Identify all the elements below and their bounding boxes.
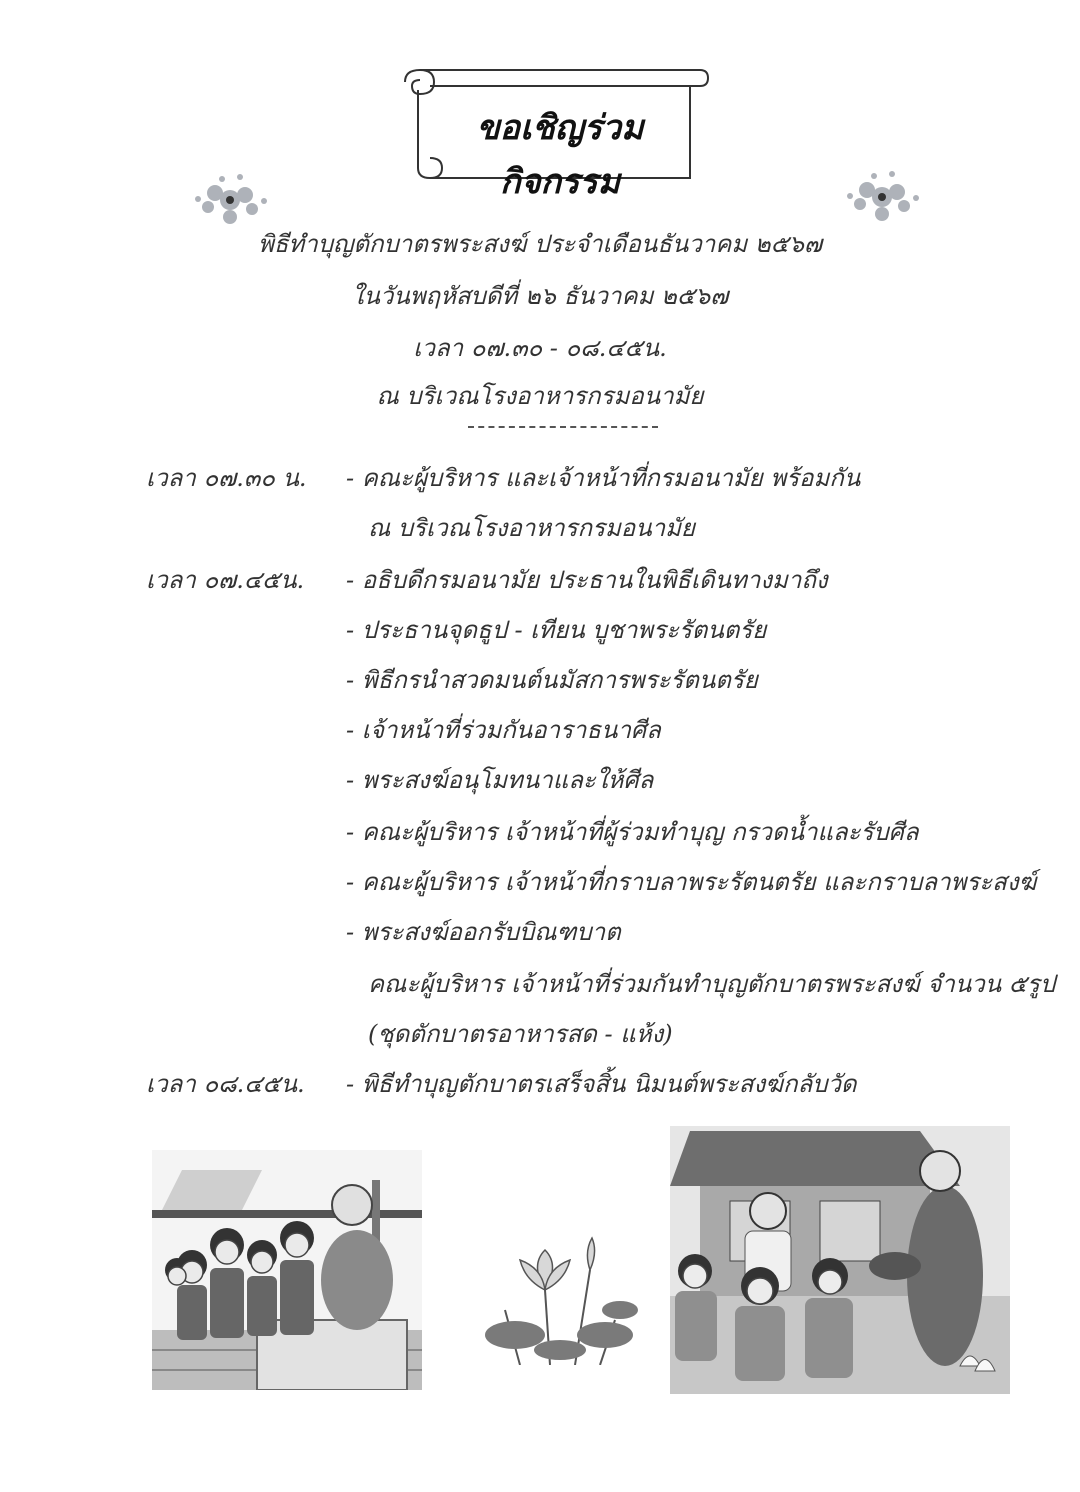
flower-cluster-right-icon [832,162,932,232]
schedule-time: เวลา ๐๗.๔๕น. [146,566,305,594]
schedule-row [0,508,1080,548]
schedule-time: เวลา ๐๗.๓๐ น. [146,464,307,492]
schedule-item: - เจ้าหน้าที่ร่วมกันอาราธนาศีล [346,716,661,744]
schedule-row [0,964,1080,1004]
page-title: ขอเชิญร่วมกิจกรรม [476,108,644,202]
ceremony-title: พิธีทำบุญตักบาตรพระสงฆ์ ประจำเดือนธันวาคม ๒๕๖๗ [257,230,823,258]
title-scroll [400,60,710,202]
children-with-monk-illustration [152,1150,422,1390]
schedule-item: - ประธานจุดธูป - เทียน บูชาพระรัตนตรัย [346,616,767,644]
schedule-row [0,760,1080,800]
schedule-item: ณ บริเวณโรงอาหารกรมอนามัย [368,514,695,542]
offering-to-monk-illustration [670,1126,1010,1394]
schedule-item: - คณะผู้บริหาร เจ้าหน้าที่ผู้ร่วมทำบุญ กรวดน้ำและรับศีล [346,818,919,846]
schedule-row [0,862,1080,902]
schedule-item: - คณะผู้บริหาร และเจ้าหน้าที่กรมอนามัย พร้อมกัน [346,464,861,492]
schedule-row [0,812,1080,852]
schedule-item: - พระสงฆ์อนุโมทนาและให้ศีล [346,766,654,794]
schedule-item: (ชุดตักบาตรอาหารสด - แห้ง) [368,1020,673,1048]
schedule-row [0,1064,1080,1104]
lotus-illustration [480,1230,640,1365]
ceremony-location: ณ บริเวณโรงอาหารกรมอนามัย [376,382,704,410]
schedule-item: - คณะผู้บริหาร เจ้าหน้าที่กราบลาพระรัตนตรัย และกราบลาพระสงฆ์ [346,868,1037,896]
schedule-item: - อธิบดีกรมอนามัย ประธานในพิธีเดินทางมาถึง [346,566,828,594]
schedule-row [0,912,1080,952]
schedule-row [0,660,1080,700]
schedule-row [0,1014,1080,1054]
schedule-time: เวลา ๐๘.๔๕น. [146,1070,305,1098]
ceremony-time: เวลา ๐๗.๓๐ - ๐๘.๔๕น. [413,334,667,362]
schedule-row [0,458,1080,498]
schedule-row [0,710,1080,750]
schedule-row [0,560,1080,600]
schedule-item: - พิธีกรนำสวดมนต์นมัสการพระรัตนตรัย [346,666,758,694]
schedule-item: คณะผู้บริหาร เจ้าหน้าที่ร่วมกันทำบุญตักบาตรพระสงฆ์ จำนวน ๕รูป [368,970,1056,998]
schedule-row [0,610,1080,650]
schedule-item: - พิธีทำบุญตักบาตรเสร็จสิ้น นิมนต์พระสงฆ์กลับวัด [346,1070,857,1098]
ceremony-date: ในวันพฤหัสบดีที่ ๒๖ ธันวาคม ๒๕๖๗ [351,282,729,310]
schedule-item: - พระสงฆ์ออกรับบิณฑบาต [346,918,621,946]
divider [468,426,658,428]
